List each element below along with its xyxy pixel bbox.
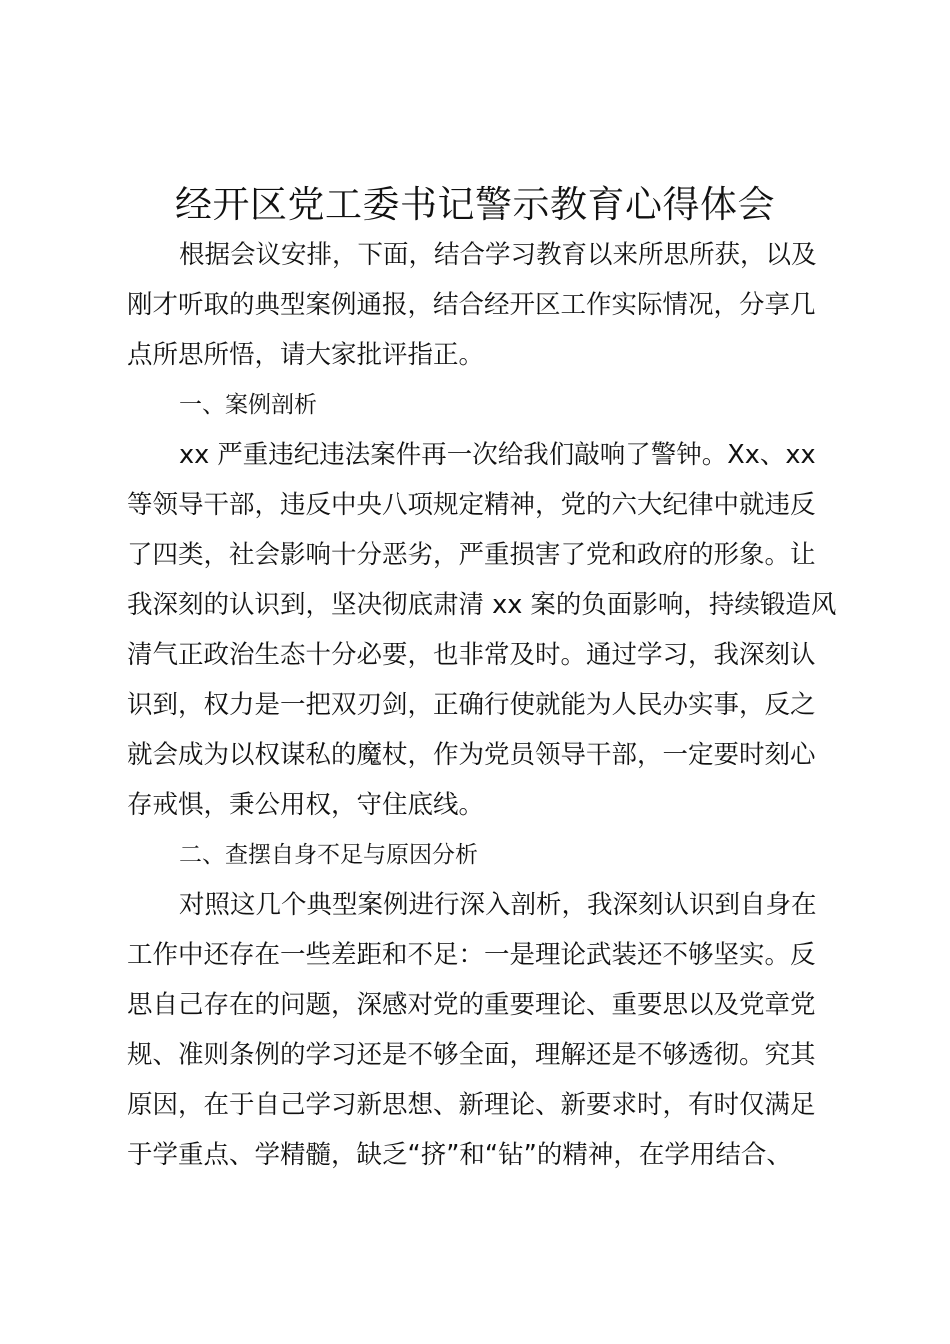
paragraph-line: 刚才听取的典型案例通报，结合经开区工作实际情况，分享几 (127, 290, 816, 320)
paragraph-line: 了四类，社会影响十分恶劣，严重损害了党和政府的形象。让 (127, 540, 816, 570)
paragraph-line: 就会成为以权谋私的魔杖，作为党员领导干部，一定要时刻心 (127, 740, 816, 770)
paragraph-line: 存戒惧，秉公用权，守住底线。 (127, 790, 485, 820)
paragraph-line: 规、准则条例的学习还是不够全面，理解还是不够透彻。究其 (127, 1040, 816, 1070)
document-body (127, 230, 847, 1180)
document-title: 经开区党工委书记警示教育心得体会 (175, 183, 775, 226)
paragraph-line: 我深刻的认识到，坚决彻底肃清 xx 案的负面影响，持续锻造风 (127, 590, 837, 620)
paragraph-line: 等领导干部，违反中央八项规定精神，党的六大纪律中就违反 (127, 490, 816, 520)
paragraph-line: 工作中还存在一些差距和不足：一是理论武装还不够坚实。反 (127, 940, 816, 970)
section-heading: 一、案例剖析 (179, 392, 317, 418)
section-heading: 二、查摆自身不足与原因分析 (179, 842, 478, 868)
paragraph-line: 识到，权力是一把双刃剑，正确行使就能为人民办实事，反之 (127, 690, 816, 720)
paragraph-line: 点所思所悟，请大家批评指正。 (127, 340, 485, 370)
paragraph-line: 根据会议安排，下面，结合学习教育以来所思所获，以及 (179, 240, 817, 270)
paragraph-line: 清气正政治生态十分必要，也非常及时。通过学习，我深刻认 (127, 640, 816, 670)
paragraph-line: 于学重点、学精髓，缺乏“挤”和“钻”的精神，在学用结合、 (127, 1140, 792, 1170)
paragraph-line: 思自己存在的问题，深感对党的重要理论、重要思以及党章党 (127, 990, 816, 1020)
paragraph-line: xx 严重违纪违法案件再一次给我们敲响了警钟。Xx、xx (179, 440, 816, 470)
paragraph-line: 对照这几个典型案例进行深入剖析，我深刻认识到自身在 (179, 890, 817, 920)
paragraph-line: 原因，在于自己学习新思想、新理论、新要求时，有时仅满足 (127, 1090, 816, 1120)
